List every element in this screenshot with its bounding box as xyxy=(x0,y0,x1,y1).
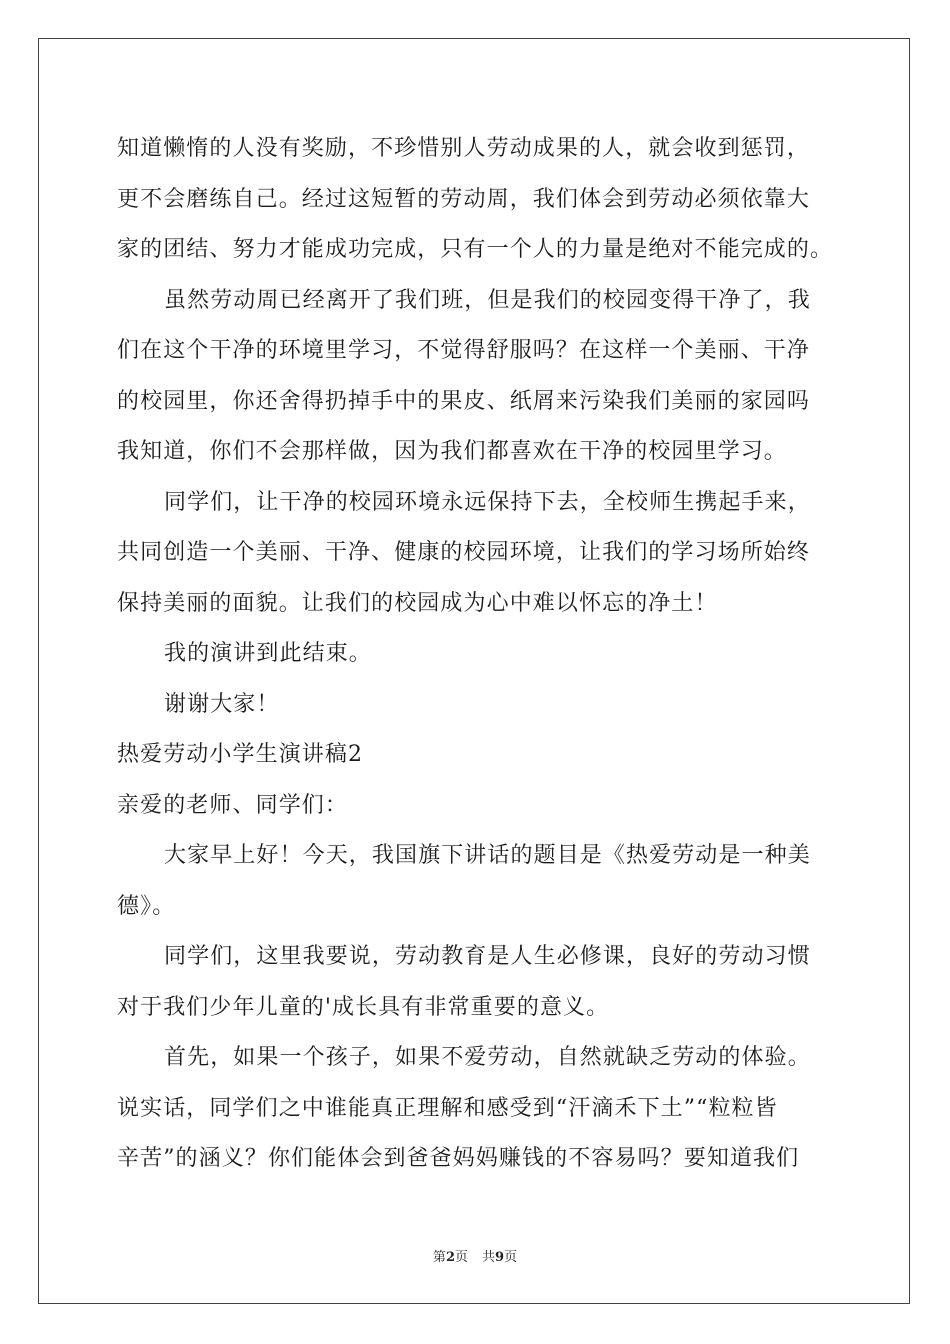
text-line: 说实话，同学们之中谁能真正理解和感受到“汗滴禾下土”“粒粒皆 xyxy=(117,1095,778,1121)
text-line: 对于我们少年儿童的'成长具有非常重要的意义。 xyxy=(117,994,610,1020)
text-line: 更不会磨练自己。经过这短暂的劳动周，我们体会到劳动必须依靠大 xyxy=(117,186,811,212)
text-line: 同学们，让干净的校园环境永远保持下去，全校师生携起手来， xyxy=(164,489,811,515)
document-body xyxy=(117,124,847,1185)
text-line: 我知道，你们不会那样做，因为我们都喜欢在干净的校园里学习。 xyxy=(117,439,787,464)
text-line: 德》。 xyxy=(117,893,176,919)
text-line: 保持美丽的面貌。让我们的校园成为心中难以怀忘的净土！ xyxy=(117,590,718,616)
text-line: 共同创造一个美丽、干净、健康的校园环境，让我们的学习场所始终 xyxy=(117,540,811,565)
text-line: 的校园里，你还舍得扔掉手中的果皮、纸屑来污染我们美丽的家园吗 xyxy=(117,388,811,414)
text-line: 首先，如果一个孩子，如果不爱劳动，自然就缺乏劳动的体验。 xyxy=(164,1045,811,1070)
text-line: 大家早上好！今天，我国旗下讲话的题目是《热爱劳动是一种美 xyxy=(164,843,811,868)
salutation: 亲爱的老师、同学们： xyxy=(117,792,349,818)
total-prefix: 共 xyxy=(482,1250,496,1265)
page-prefix: 第 xyxy=(432,1250,446,1265)
total-pages: 9 xyxy=(495,1250,505,1265)
text-line: 家的团结、努力才能成功完成，只有一个人的力量是绝对不能完成的。 xyxy=(117,237,834,262)
text-line: 虽然劳动周已经离开了我们班，但是我们的校园变得干净了，我 xyxy=(164,287,811,313)
page-suffix: 页 xyxy=(454,1250,468,1265)
section-title: 热爱劳动小学生演讲稿2 xyxy=(117,742,364,767)
text-line: 知道懒惰的人没有奖励，不珍惜别人劳动成果的人，就会收到惩罚， xyxy=(117,136,811,161)
text-line: 们在这个干净的环境里学习，不觉得舒服吗？在这样一个美丽、干净 xyxy=(117,338,811,363)
page-footer xyxy=(0,1246,950,1265)
text-line: 谢谢大家！ xyxy=(164,691,280,717)
page-number: 2 xyxy=(445,1250,455,1265)
total-suffix: 页 xyxy=(504,1250,518,1265)
text-line: 同学们，这里我要说，劳动教育是人生必修课，良好的劳动习惯 xyxy=(164,944,811,969)
text-line: 我的演讲到此结束。 xyxy=(164,641,372,666)
text-line: 辛苦”的涵义？你们能体会到爸爸妈妈赚钱的不容易吗？要知道我们 xyxy=(117,1146,800,1171)
